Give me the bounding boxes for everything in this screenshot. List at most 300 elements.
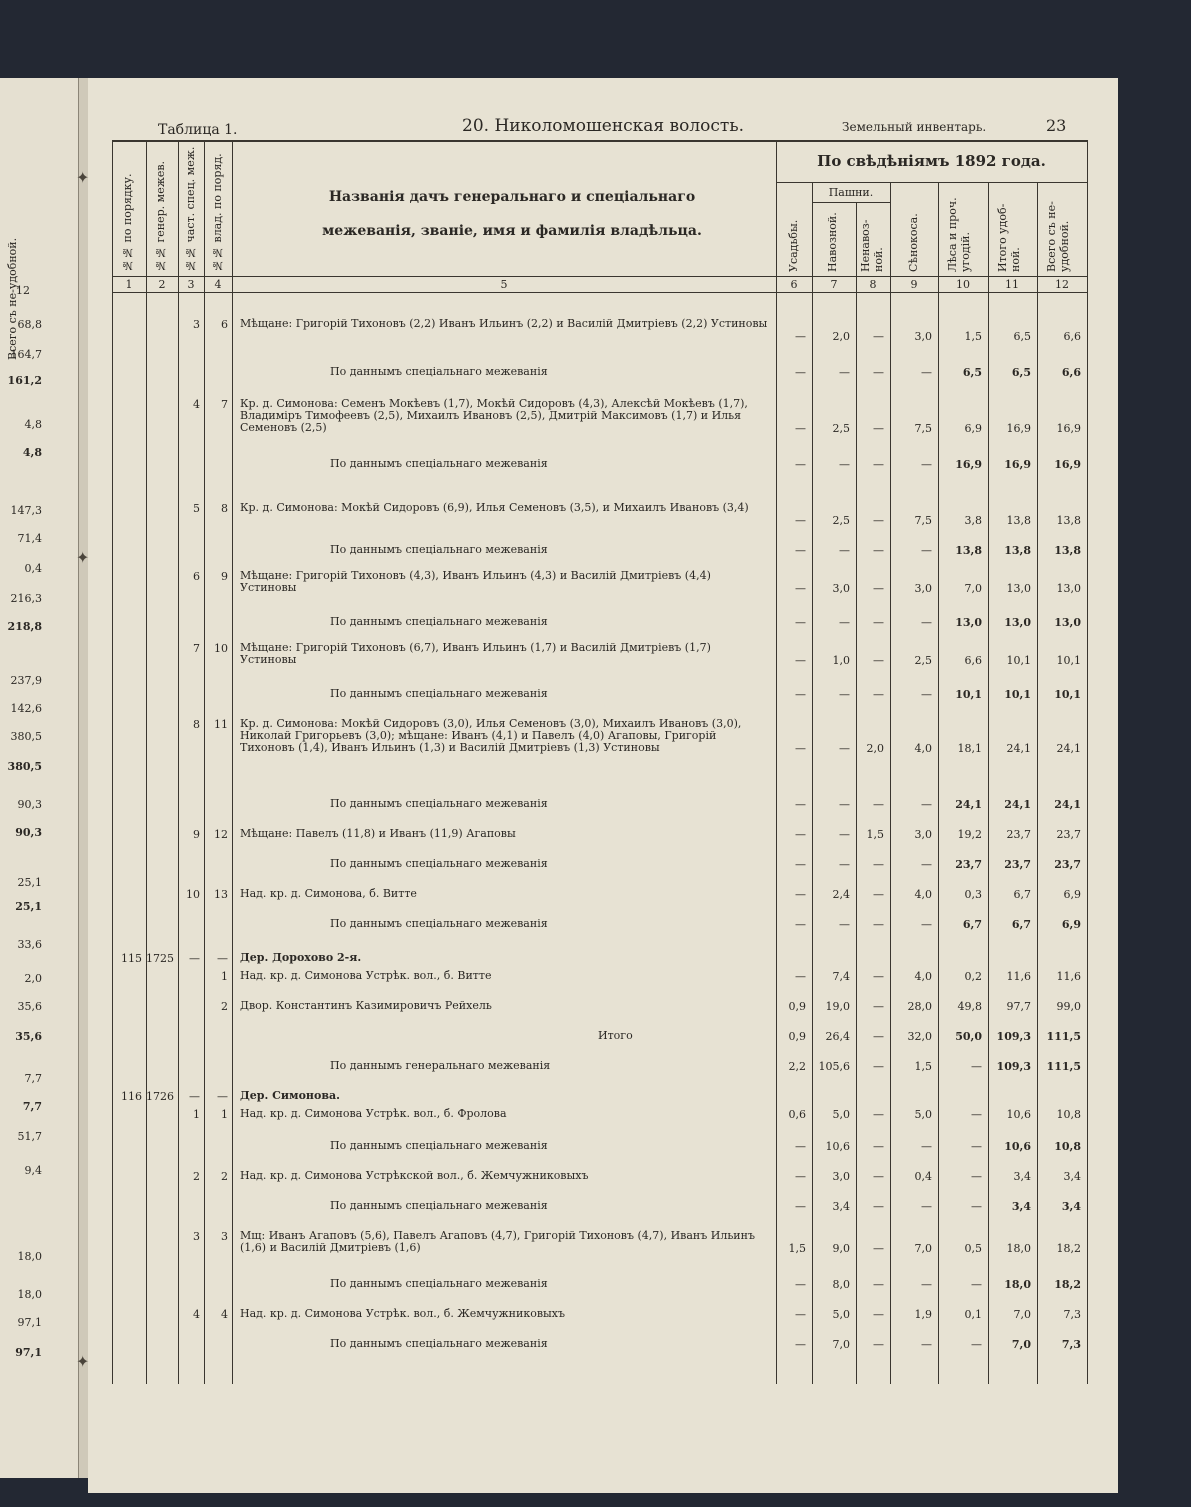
value-cell: 6,7 [1013,888,1031,901]
value-cell: 13,8 [1004,544,1031,557]
value-cell: — [873,422,884,435]
prev-page-value: 4,8 [22,446,42,459]
value-cell: 4,0 [914,970,932,983]
value-cell: 3,0 [914,582,932,595]
summary-label: По даннымъ спеціальнаго межеванія [330,687,548,700]
value-cell: 24,1 [1054,798,1081,811]
value-cell: 24,1 [1006,742,1031,755]
value-cell: — [873,582,884,595]
value-cell: — [971,1140,982,1153]
prev-page-value: 2,0 [24,972,42,985]
value-cell: 0,6 [788,1108,806,1121]
value-cell: — [795,742,806,755]
value-cell: 7,0 [964,582,982,595]
value-cell: — [839,544,850,557]
col-header-vsego: Всего съ не-удобной. [1045,201,1071,272]
value-cell: — [795,970,806,983]
column-number: 5 [500,278,508,291]
value-cell: 6,6 [1061,366,1081,379]
prev-page-value: 90,3 [17,798,42,811]
value-cell: 13,8 [1006,514,1031,527]
prev-page-value: 237,9 [10,674,42,687]
value-cell: — [971,1338,982,1351]
value-cell: — [921,616,932,629]
value-cell: 0,9 [788,1030,806,1043]
value-cell: 23,7 [1006,828,1031,841]
summary-label: По даннымъ генеральнаго межеванія [330,1059,551,1072]
value-cell: 23,7 [955,858,982,871]
value-cell: — [795,422,806,435]
prev-page-value: 35,6 [17,1000,42,1013]
value-cell: — [795,616,806,629]
prev-page-value: 90,3 [15,826,42,839]
summary-label: По даннымъ спеціальнаго межеванія [330,543,548,556]
value-cell: 10,1 [955,688,982,701]
column-number: 2 [158,278,166,291]
column-number: 6 [790,278,798,291]
value-cell: 10,6 [1004,1140,1031,1153]
value-cell: 50,0 [955,1030,982,1043]
value-cell: 13,0 [1006,582,1031,595]
prev-page-value: 7,7 [22,1100,42,1113]
col-header-navoznoy: Навозной. [826,212,839,272]
value-cell: 9,0 [832,1242,850,1255]
value-cell: — [795,1338,806,1351]
value-cell: 5,0 [832,1108,850,1121]
value-cell: 10,6 [825,1140,850,1153]
id-cell: 8 [221,502,228,515]
id-cell: 12 [214,828,228,841]
value-cell: — [873,1170,884,1183]
value-cell: 2,5 [832,514,850,527]
column-number: 8 [869,278,877,291]
value-cell: 3,4 [1013,1170,1031,1183]
value-cell: — [921,1140,932,1153]
summary-label: По даннымъ спеціальнаго межеванія [330,1337,548,1350]
column-number: 9 [910,278,918,291]
id-cell: — [217,1090,228,1103]
value-cell: — [839,828,850,841]
id-cell: 2 [193,1170,200,1183]
value-cell: 5,0 [914,1108,932,1121]
value-cell: — [873,1060,884,1073]
value-cell: 28,0 [907,1000,932,1013]
value-cell: 3,4 [832,1200,850,1213]
value-cell: 18,0 [1004,1278,1031,1291]
column-number: 7 [830,278,838,291]
id-cell: — [189,1090,200,1103]
prev-page-value: 18,0 [17,1288,42,1301]
col-header-itogo: Итого удоб-ной. [996,203,1022,272]
value-cell: 4,0 [914,888,932,901]
value-cell: — [921,798,932,811]
value-cell: 3,4 [1063,1170,1081,1183]
value-cell: 16,9 [1006,422,1031,435]
prev-page-value: 25,1 [17,876,42,889]
value-cell: 16,9 [1056,422,1081,435]
value-cell: 1,5 [788,1242,806,1255]
value-cell: 7,0 [914,1242,932,1255]
value-cell: — [873,654,884,667]
value-cell: 111,5 [1046,1030,1081,1043]
value-cell: 7,3 [1061,1338,1081,1351]
prev-page-value: 161,2 [7,374,42,387]
prev-page-header: Всего съ не-удобной. [6,237,19,360]
value-cell: — [839,918,850,931]
value-cell: — [921,1338,932,1351]
value-cell: 3,0 [832,582,850,595]
value-cell: — [873,970,884,983]
value-cell: — [873,458,884,471]
owner-description: Кр. д. Симонова: Мокѣй Сидоровъ (6,9), Илья Семеновъ (3,5), и Михаилъ Ивановъ (3,4) [240,501,749,514]
village-heading: Дер. Симонова. [240,1089,340,1102]
summary-label: По даннымъ спеціальнаго межеванія [330,1277,548,1290]
value-cell: — [839,742,850,755]
value-cell: — [795,918,806,931]
value-cell: — [873,366,884,379]
value-cell: 109,3 [996,1030,1031,1043]
value-cell: — [873,544,884,557]
id-cell: 116 [121,1090,142,1103]
village-heading: Дер. Дорохово 2-я. [240,951,362,964]
value-cell: — [795,458,806,471]
value-cell: — [873,1000,884,1013]
summary-label: По даннымъ спеціальнаго межеванія [330,365,548,378]
value-cell: 0,1 [964,1308,982,1321]
summary-label: По даннымъ спеціальнаго межеванія [330,457,548,470]
id-cell: 3 [193,318,200,331]
value-cell: — [921,458,932,471]
value-cell: 6,5 [1013,330,1031,343]
table-label: Таблица 1. [158,122,238,138]
owner-description: Мщ: Иванъ Агаповъ (5,6), Павелъ Агаповъ (4,7), Григорій Тихоновъ (4,7), Иванъ Ильинъ (1,6) и Василій Дмитріевъ (1,6) [240,1229,755,1254]
value-cell: — [795,330,806,343]
value-cell: 109,3 [996,1060,1031,1073]
value-cell: 19,2 [957,828,982,841]
value-cell: — [795,858,806,871]
value-cell: — [971,1278,982,1291]
value-cell: 1,5 [866,828,884,841]
value-cell: 8,0 [832,1278,850,1291]
value-cell: — [795,888,806,901]
id-cell: 10 [214,642,228,655]
summary-label: По даннымъ спеціальнаго межеванія [330,917,548,930]
prev-page-value: 142,6 [10,702,42,715]
id-cell: 1 [193,1108,200,1121]
prev-page-col-number: 12 [16,284,30,297]
col-header-senokos: Сѣнокоса. [907,213,920,272]
value-cell: — [795,1308,806,1321]
value-cell: — [873,798,884,811]
value-cell: 23,7 [1056,828,1081,841]
value-cell: — [971,1108,982,1121]
value-cell: — [795,688,806,701]
owner-description: Кр. д. Симонова: Мокѣй Сидоровъ (3,0), Илья Семеновъ (3,0), Михаилъ Ивановъ (3,0), Николай Григорьевъ (3,0); мѣщане: Иванъ (4,1) и Павелъ (4,0) Агаповы, Григорій Тихоновъ (1,4), Иванъ Ильинъ (1,3) и Василій Дмитріевъ (1,3) Устиновы [240,717,742,754]
value-cell: 6,5 [962,366,982,379]
id-cell: 4 [193,398,200,411]
prev-page-value: 97,1 [15,1346,42,1359]
prev-page-value: 218,8 [7,620,42,633]
col-header-les: Лѣса и проч. угодій. [946,197,972,272]
value-cell: 3,4 [1061,1200,1081,1213]
id-cell: 6 [193,570,200,583]
column-number: 12 [1055,278,1069,291]
value-cell: — [921,1278,932,1291]
value-cell: 2,5 [832,422,850,435]
value-cell: 6,7 [1011,918,1031,931]
prev-page-value: 71,4 [17,532,42,545]
prev-page-value: 97,1 [17,1316,42,1329]
value-cell: 1,0 [832,654,850,667]
land-inventory-table [112,140,1087,1384]
value-cell: — [873,1338,884,1351]
owner-description: Двор. Константинъ Казимировичъ Рейхель [240,999,492,1012]
prev-page-value: 25,1 [15,900,42,913]
summary-label: По даннымъ спеціальнаго межеванія [330,1199,548,1212]
value-cell: 7,0 [832,1338,850,1351]
value-cell: — [921,918,932,931]
value-cell: 24,1 [1056,742,1081,755]
value-cell: — [971,1060,982,1073]
value-cell: 3,8 [964,514,982,527]
id-cell: — [189,952,200,965]
value-cell: 1,5 [914,1060,932,1073]
id-cell: 1725 [146,952,174,965]
id-cell: 4 [221,1308,228,1321]
id-cell: 3 [221,1230,228,1243]
prev-page-value: 33,6 [17,938,42,951]
id-cell: 1 [221,970,228,983]
id-cell: 13 [214,888,228,901]
value-cell: — [873,1108,884,1121]
binding-thread-mark: ✦ [76,1352,90,1371]
value-cell: 10,8 [1054,1140,1081,1153]
id-cell: 7 [193,642,200,655]
prev-page-value: 18,0 [17,1250,42,1263]
col-header-order: №№ по порядку. [121,173,134,272]
value-cell: 1,9 [914,1308,932,1321]
page-number: 23 [1046,116,1067,135]
value-cell: — [921,858,932,871]
owner-description: Над. кр. д. Симонова Устрѣкской вол., б. Жемчужниковыхъ [240,1169,589,1182]
value-cell: — [795,582,806,595]
id-cell: 1 [221,1108,228,1121]
value-cell: — [873,1030,884,1043]
column-number: 10 [956,278,970,291]
value-cell: — [873,918,884,931]
id-cell: 115 [121,952,142,965]
value-cell: 13,8 [1056,514,1081,527]
value-cell: 13,0 [955,616,982,629]
value-cell: — [873,1278,884,1291]
owner-description: Над. кр. д. Симонова Устрѣк. вол., б. Жемчужниковыхъ [240,1307,565,1320]
value-cell: 6,7 [962,918,982,931]
value-cell: — [839,366,850,379]
value-cell: — [795,366,806,379]
col-header-pashni: Пашни. [828,186,874,199]
value-cell: 23,7 [1004,858,1031,871]
summary-label: По даннымъ спеціальнаго межеванія [330,857,548,870]
id-cell: 9 [221,570,228,583]
col-header-usadby: Усадьбы. [787,219,800,272]
value-cell: 26,4 [825,1030,850,1043]
binding-thread-mark: ✦ [76,168,90,187]
col-group-header: По свѣдѣніямъ 1892 года. [817,152,1046,170]
value-cell: 2,2 [788,1060,806,1073]
value-cell: 23,7 [1054,858,1081,871]
value-cell: 16,9 [1004,458,1031,471]
value-cell: 16,9 [1054,458,1081,471]
value-cell: 97,7 [1006,1000,1031,1013]
value-cell: — [873,616,884,629]
owner-description: Мѣщане: Павелъ (11,8) и Иванъ (11,9) Агаповы [240,827,516,840]
value-cell: 3,4 [1011,1200,1031,1213]
value-cell: — [795,544,806,557]
col-header-gen: №№ генер. межев. [154,160,167,272]
value-cell: 10,1 [1054,688,1081,701]
summary-label: По даннымъ спеціальнаго межеванія [330,1139,548,1152]
value-cell: — [873,858,884,871]
prev-page-value: 147,3 [10,504,42,517]
column-number: 3 [187,278,195,291]
value-cell: — [795,654,806,667]
value-cell: — [795,828,806,841]
value-cell: 18,2 [1054,1278,1081,1291]
col-header-owner: №№ влад. по поряд. [211,153,224,272]
prev-page-value: 164,7 [10,348,42,361]
owner-description: Мѣщане: Григорій Тихоновъ (2,2) Иванъ Ильинъ (2,2) и Василій Дмитріевъ (2,2) Устиновы [240,317,768,330]
value-cell: 13,0 [1056,582,1081,595]
owner-description: Мѣщане: Григорій Тихоновъ (4,3), Иванъ Ильинъ (4,3) и Василій Дмитріевъ (4,4) Устиновы [240,569,711,594]
prev-page-value: 4,8 [24,418,42,431]
owner-description: Кр. д. Симонова: Семенъ Мокѣевъ (1,7), Мокѣй Сидоровъ (4,3), Алексѣй Мокѣевъ (1,7), Владиміръ Тимофеевъ (2,5), Михаилъ Ивановъ (2,5), Дмитрій Максимовъ (1,7) и Илья Семеновъ (2,5) [240,397,748,434]
value-cell: — [873,1242,884,1255]
id-cell: 6 [221,318,228,331]
value-cell: 10,6 [1006,1108,1031,1121]
value-cell: — [795,1278,806,1291]
value-cell: 5,0 [832,1308,850,1321]
value-cell: — [921,1200,932,1213]
value-cell: — [873,1140,884,1153]
id-cell: 4 [193,1308,200,1321]
column-number: 11 [1005,278,1019,291]
id-cell: 3 [193,1230,200,1243]
id-cell: — [217,952,228,965]
value-cell: 105,6 [818,1060,850,1073]
value-cell: 2,0 [866,742,884,755]
value-cell: 24,1 [955,798,982,811]
value-cell: 32,0 [907,1030,932,1043]
value-cell: 49,8 [957,1000,982,1013]
column-number: 4 [214,278,222,291]
value-cell: 6,9 [1063,888,1081,901]
id-cell: 5 [193,502,200,515]
value-cell: 7,5 [914,514,932,527]
value-cell: 10,8 [1056,1108,1081,1121]
value-cell: 4,0 [914,742,932,755]
value-cell: 0,9 [788,1000,806,1013]
col-header-nenavoz: Ненавоз-ной. [859,219,885,272]
value-cell: 3,0 [832,1170,850,1183]
value-cell: 0,5 [964,1242,982,1255]
value-cell: — [795,1170,806,1183]
value-cell: 7,5 [914,422,932,435]
prev-page-value: 68,8 [17,318,42,331]
value-cell: 10,1 [1056,654,1081,667]
value-cell: — [795,514,806,527]
previous-page [0,78,80,1478]
value-cell: 19,0 [825,1000,850,1013]
value-cell: 99,0 [1056,1000,1081,1013]
summary-label: Итого [598,1029,633,1042]
summary-label: По даннымъ спеціальнаго межеванія [330,797,548,810]
value-cell: 0,2 [964,970,982,983]
id-cell: 11 [214,718,228,731]
prev-page-value: 7,7 [24,1072,42,1085]
value-cell: 7,0 [1011,1338,1031,1351]
value-cell: 18,1 [957,742,982,755]
value-cell: — [873,1200,884,1213]
id-cell: 9 [193,828,200,841]
value-cell: 10,1 [1004,688,1031,701]
owner-description: Мѣщане: Григорій Тихоновъ (6,7), Иванъ Ильинъ (1,7) и Василій Дмитріевъ (1,7) Устиновы [240,641,711,666]
value-cell: — [873,330,884,343]
owner-description: Над. кр. д. Симонова Устрѣк. вол., б. Витте [240,969,492,982]
value-cell: 1,5 [964,330,982,343]
value-cell: 10,1 [1006,654,1031,667]
value-cell: 11,6 [1056,970,1081,983]
binding-thread-mark: ✦ [76,548,90,567]
value-cell: 7,0 [1013,1308,1031,1321]
value-cell: — [795,1140,806,1153]
value-cell: — [839,688,850,701]
value-cell: 11,6 [1006,970,1031,983]
summary-label: По даннымъ спеціальнаго межеванія [330,615,548,628]
value-cell: — [839,858,850,871]
value-cell: 13,0 [1004,616,1031,629]
value-cell: — [839,798,850,811]
value-cell: — [873,1308,884,1321]
prev-page-value: 380,5 [7,760,42,773]
col-header-name: Названія дачъ генеральнаго и спеціальнаго межеванія, званіе, имя и фамилія владѣльца. [322,189,702,239]
prev-page-value: 9,4 [24,1164,42,1177]
value-cell: — [873,514,884,527]
owner-description: Над. кр. д. Симонова, б. Витте [240,887,417,900]
id-cell: 1726 [146,1090,174,1103]
id-cell: 8 [193,718,200,731]
col-header-spec: №№ част. спец. меж. [184,146,197,272]
prev-page-value: 0,4 [24,562,42,575]
value-cell: 6,6 [964,654,982,667]
page-title: 20. Николомошенская волость. [462,116,744,136]
owner-description: Над. кр. д. Симонова Устрѣк. вол., б. Фролова [240,1107,507,1120]
value-cell: — [839,616,850,629]
value-cell: 6,9 [964,422,982,435]
value-cell: — [873,688,884,701]
prev-page-value: 35,6 [15,1030,42,1043]
value-cell: 0,4 [914,1170,932,1183]
value-cell: 6,6 [1063,330,1081,343]
value-cell: — [971,1170,982,1183]
value-cell: 111,5 [1046,1060,1081,1073]
value-cell: 6,9 [1061,918,1081,931]
value-cell: 16,9 [955,458,982,471]
prev-page-value: 216,3 [10,592,42,605]
value-cell: — [921,366,932,379]
value-cell: — [921,544,932,557]
value-cell: 3,0 [914,828,932,841]
value-cell: — [839,458,850,471]
